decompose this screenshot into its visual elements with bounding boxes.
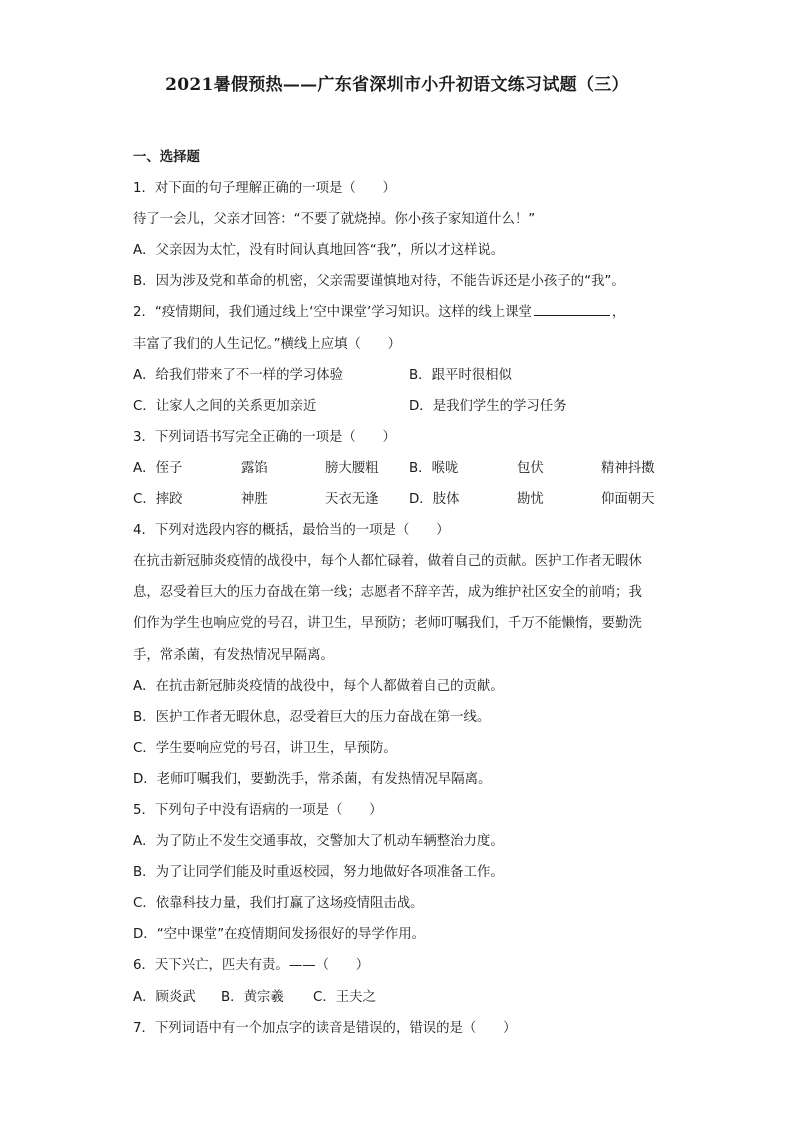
- question-3-word: 精神抖擞: [601, 460, 655, 476]
- section-heading: 一、选择题: [133, 150, 200, 165]
- exam-content: [133, 142, 673, 1044]
- question-3-word: C．摔跤: [133, 492, 183, 508]
- question-4-passage-line: 息，忍受着巨大的压力奋战在第一线；志愿者不辞辛苦，成为维护社区安全的前哨；我: [133, 585, 642, 601]
- page-title: 2021暑假预热——广东省深圳市小升初语文练习试题（三）: [165, 75, 629, 95]
- question-5-option-d: D．“空中课堂”在疫情期间发扬很好的导学作用。: [133, 927, 425, 943]
- question-4-option-d: D．老师叮嘱我们，要勤洗手，常杀菌，有发热情况早隔离。: [133, 771, 492, 787]
- question-5-option-a: A．为了防止不发生交通事故，交警加大了机动车辆整治力度。: [133, 834, 504, 850]
- question-3-word: A．侄子: [133, 460, 183, 476]
- question-2-option-b: B．跟平时很相似: [409, 367, 512, 383]
- question-3-options-row-2: [133, 484, 673, 515]
- question-4-option-c: C．学生要响应党的号召，讲卫生，早预防。: [133, 740, 397, 756]
- question-1-option-a: A．父亲因为太忙，没有时间认真地回答“我”，所以才这样说。: [133, 243, 505, 259]
- question-2-stem-comma: ，: [611, 305, 626, 321]
- question-4-passage-line: 们作为学生也响应党的号召，讲卫生，早预防；老师叮嘱我们，千万不能懒惰，要勤洗: [133, 616, 642, 632]
- question-3-word: 勘忧: [517, 492, 544, 508]
- question-4-stem: 4．下列对选段内容的概括，最恰当的一项是（ ）: [133, 523, 450, 539]
- question-2-option-c: C．让家人之间的关系更加亲近: [133, 398, 317, 414]
- question-3-word: 天衣无逢: [325, 492, 379, 508]
- question-3-word: 神胜: [241, 492, 268, 508]
- question-5-option-c: C．依靠科技力量，我们打赢了这场疫情阻击战。: [133, 896, 424, 912]
- question-3-word: 包伏: [517, 460, 544, 476]
- question-2-stem-text: 2．“疫情期间，我们通过线上‘空中课堂’学习知识。这样的线上课堂: [133, 305, 532, 321]
- question-6-option-b: B．黄宗羲: [221, 989, 284, 1005]
- question-3-word: 露馅: [241, 460, 268, 476]
- question-3-word: D．肢体: [409, 492, 460, 508]
- question-6-option-c: C．王夫之: [313, 989, 376, 1005]
- question-4-passage-line: 手，常杀菌，有发热情况早隔离。: [133, 647, 334, 663]
- question-2-stem-continued: 丰富了我们的人生记忆。”横线上应填（ ）: [133, 336, 402, 352]
- question-3-stem: 3．下列词语书写完全正确的一项是（ ）: [133, 429, 396, 445]
- answer-blank: [534, 299, 610, 316]
- question-4-option-b: B．医护工作者无暇休息，忍受着巨大的压力奋战在第一线。: [133, 709, 491, 725]
- question-3-options-row-1: [133, 453, 673, 484]
- question-1-stem: 1．对下面的句子理解正确的一项是（ ）: [133, 181, 396, 197]
- question-7-stem: 7．下列词语中有一个加点字的读音是错误的，错误的是（ ）: [133, 1020, 517, 1036]
- question-2-options-row-2: [133, 391, 673, 422]
- question-6-stem: 6．天下兴亡，匹夫有责。——（ ）: [133, 958, 370, 974]
- question-4-passage-line: 在抗击新冠肺炎疫情的战役中，每个人都忙碌着，做着自己的贡献。医护工作者无暇休: [133, 554, 642, 570]
- question-6-options: [133, 982, 673, 1013]
- question-6-option-a: A．顾炎武: [133, 989, 196, 1005]
- question-5-option-b: B．为了让同学们能及时重返校园，努力地做好各项准备工作。: [133, 865, 504, 881]
- question-3-word: 膀大腰粗: [325, 460, 379, 476]
- question-5-stem: 5．下列句子中没有语病的一项是（ ）: [133, 802, 383, 818]
- question-2-option-d: D．是我们学生的学习任务: [409, 398, 567, 414]
- question-1-quote: 待了一会儿，父亲才回答：“不要了就烧掉。你小孩子家知道什么！”: [133, 212, 536, 228]
- question-2-options-row-1: [133, 360, 673, 391]
- question-1-option-b: B．因为涉及党和革命的机密，父亲需要谨慎地对待，不能告诉还是小孩子的“我”。: [133, 274, 625, 290]
- question-2-option-a: A．给我们带来了不一样的学习体验: [133, 367, 344, 383]
- question-3-word: 仰面朝天: [601, 492, 655, 508]
- question-3-word: B．喉咙: [409, 460, 459, 476]
- question-4-option-a: A．在抗击新冠肺炎疫情的战役中，每个人都做着自己的贡献。: [133, 678, 504, 694]
- question-2-stem: [133, 297, 673, 328]
